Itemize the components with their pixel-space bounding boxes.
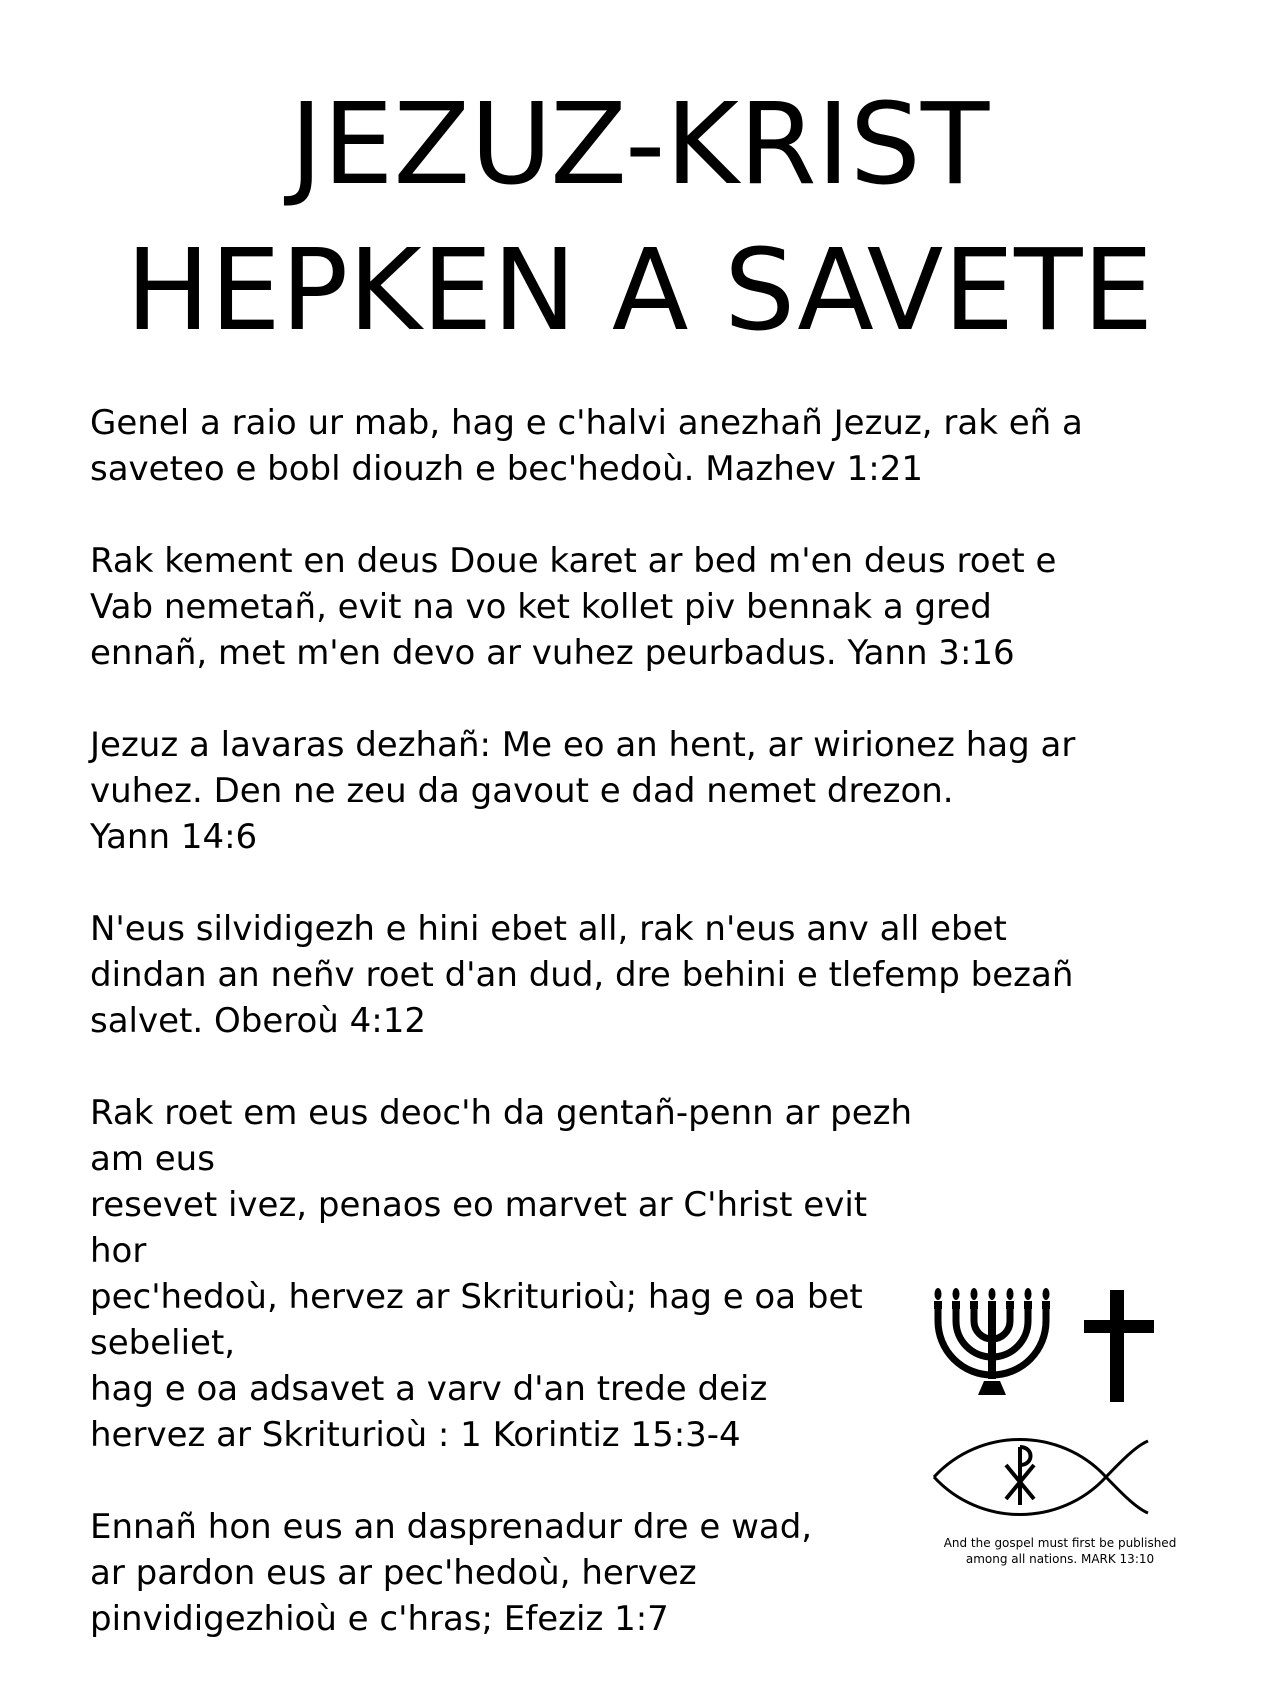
religious-symbols: [930, 1285, 1180, 1525]
menorah-icon: [930, 1285, 1060, 1405]
page-title: [0, 72, 1279, 364]
footnote: [900, 1535, 1220, 1567]
verse-mazhev-1-21: Genel a raio ur mab, hag e c'halvi anezhañ Jezuz, rak eñ a saveteo e bobl diouzh e bec'hedoù. Mazhev 1:21: [90, 403, 1083, 489]
verse-yann-14-6: Jezuz a lavaras dezhañ: Me eo an hent, ar wirionez hag ar vuhez. Den ne zeu da gavout e dad nemet drezon. Yann 14:6: [90, 725, 1076, 857]
title-line-1: JEZUZ-KRIST: [289, 80, 990, 210]
footnote-line-1: And the gospel must first be published: [943, 1536, 1177, 1550]
verse-oberou-4-12: N'eus silvidigezh e hini ebet all, rak n'eus anv all ebet dindan an neñv roet d'an dud, dre behini e tlefemp bezañ salvet. Oberoù 4:12: [90, 909, 1074, 1041]
verse-korintiz-15-3-4: Rak roet em eus deoc'h da gentañ-penn ar pezh am eus resevet ivez, penaos eo marvet ar C'hrist evit hor pec'hedoù, hervez ar Skriturioù; hag e oa bet sebeliet, hag e oa adsavet a varv d'an trede deiz hervez ar Skriturioù : 1 Korintiz 15:3-4: [90, 1093, 913, 1455]
verse-efeziz-1-7: Ennañ hon eus an dasprenadur dre e wad, ar pardon eus ar pec'hedoù, hervez pinvidigezhioù e c'hras; Efeziz 1:7: [90, 1507, 813, 1639]
cross-icon: [1080, 1290, 1160, 1410]
ichthys-chi-rho-icon: [930, 1433, 1150, 1523]
title-line-2: HEPKEN A SAVETE: [125, 226, 1154, 356]
verse-yann-3-16: Rak kement en deus Doue karet ar bed m'en deus roet e Vab nemetañ, evit na vo ket kollet piv bennak a gred ennañ, met m'en devo ar vuhez peurbadus. Yann 3:16: [90, 541, 1057, 673]
footnote-line-2: among all nations. MARK 13:10: [965, 1552, 1155, 1566]
